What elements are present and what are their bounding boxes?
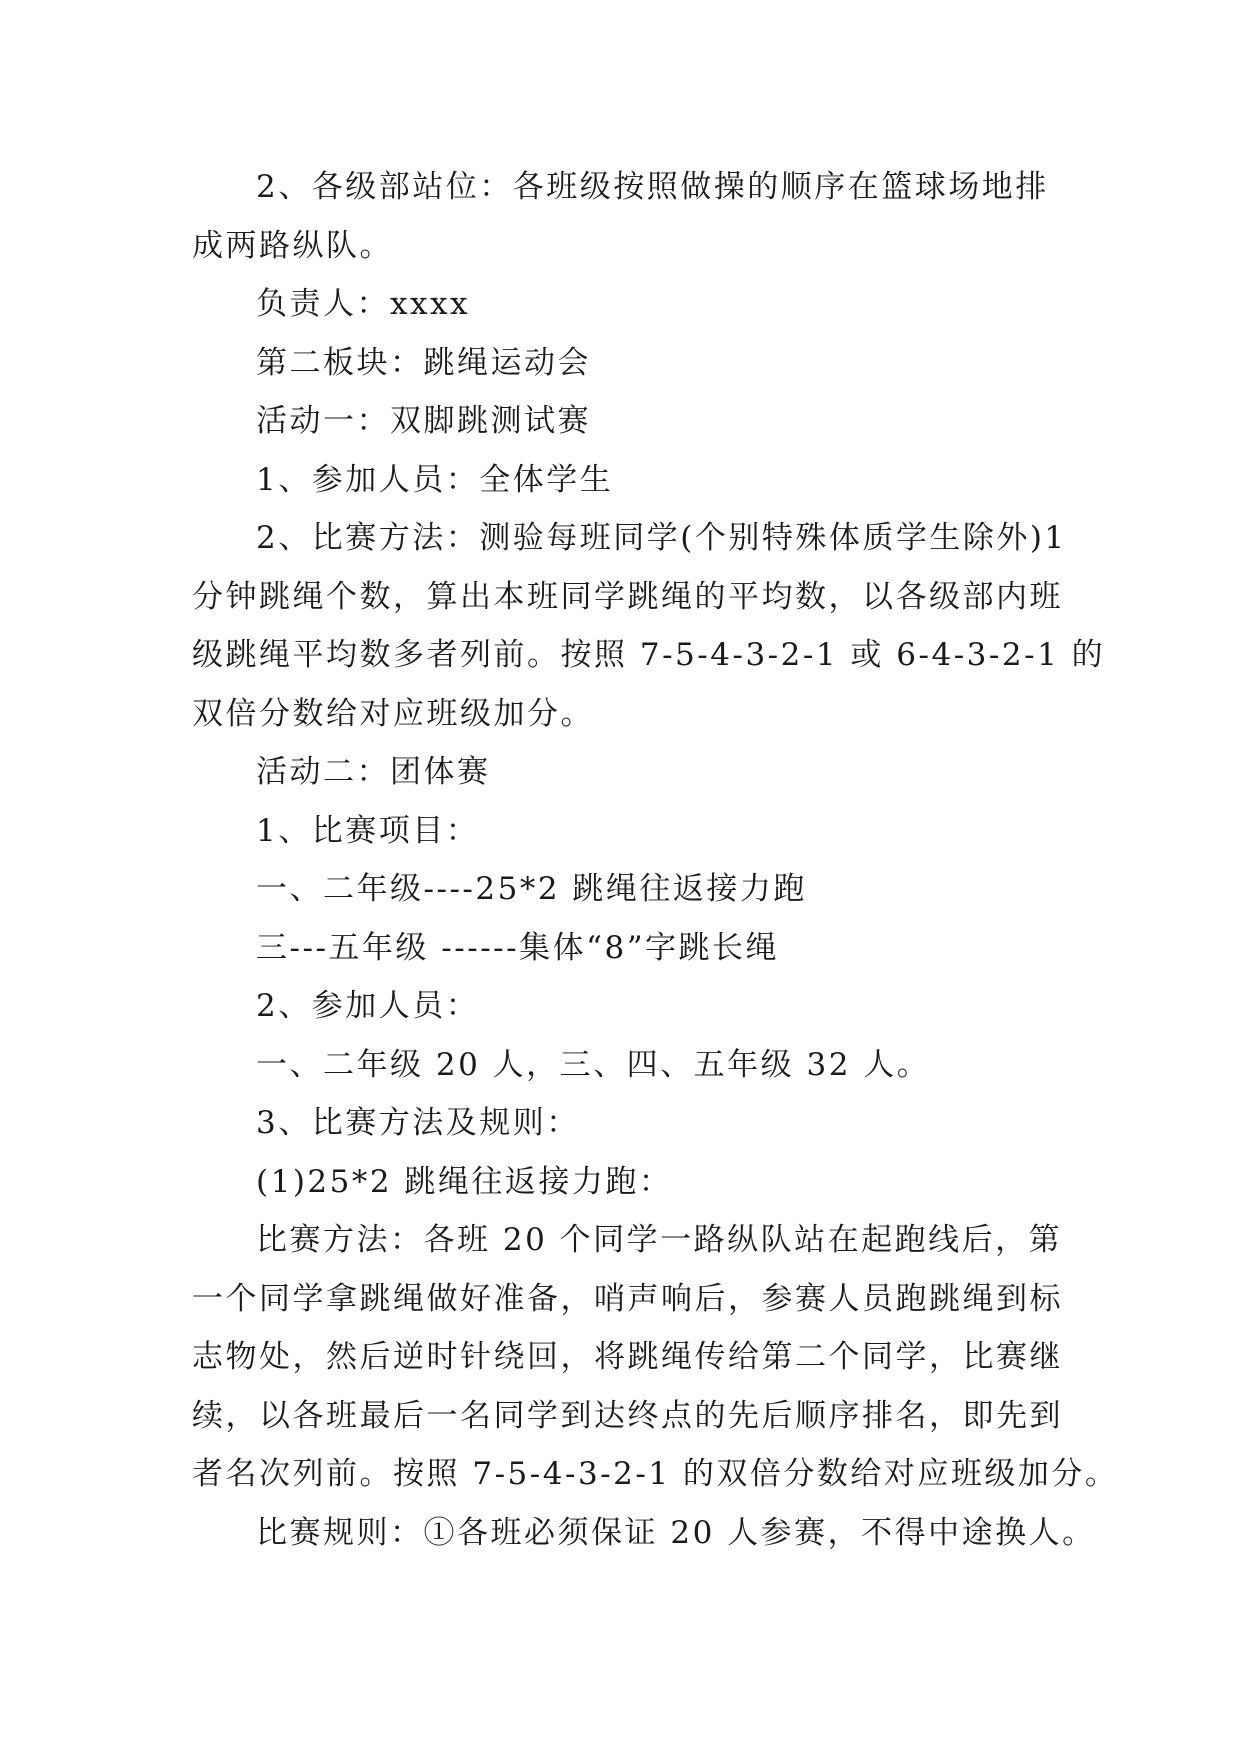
text-line: 1、比赛项目： [256, 812, 480, 849]
text-line: 志物处，然后逆时针绕回，将跳绳传给第二个同学，比赛继 [192, 1339, 1063, 1375]
activity-heading: 活动二：团体赛 [256, 754, 491, 790]
text-line: 级跳绳平均数多者列前。按照 7-5-4-3-2-1 或 6-4-3-2-1 的 [192, 637, 1106, 673]
document-page [192, 158, 1119, 1562]
text-line: 比赛规则：①各班必须保证 20 人参赛，不得中途换人。 [256, 1514, 1096, 1551]
section-heading: 第二板块：跳绳运动会 [256, 344, 591, 381]
text-line: 者名次列前。按照 7-5-4-3-2-1 的双倍分数给对应班级加分。 [192, 1456, 1119, 1492]
text-line: 负责人：xxxx [256, 286, 470, 322]
text-line: 2、参加人员： [256, 988, 480, 1024]
text-line: 成两路纵队。 [192, 227, 393, 264]
text-line: 2、比赛方法：测验每班同学(个别特殊体质学生除外)1 [256, 520, 1067, 556]
text-line: 双倍分数给对应班级加分。 [192, 695, 594, 732]
text-line: 三---五年级 ------集体“8”字跳长绳 [256, 929, 780, 966]
text-line: 3、比赛方法及规则： [256, 1105, 580, 1141]
text-line: 2、各级部站位：各班级按照做操的顺序在篮球场地排 [256, 169, 1049, 205]
activity-heading: 活动一：双脚跳测试赛 [256, 403, 591, 439]
text-line: (1)25*2 跳绳往返接力跑： [256, 1163, 673, 1200]
text-line: 比赛方法：各班 20 个同学一路纵队站在起跑线后，第 [256, 1222, 1063, 1258]
text-line: 一个同学拿跳绳做好准备，哨声响后，参赛人员跑跳绳到标 [192, 1280, 1063, 1317]
text-line: 分钟跳绳个数，算出本班同学跳绳的平均数，以各级部内班 [192, 578, 1063, 615]
text-line: 一、二年级 20 人，三、四、五年级 32 人。 [256, 1046, 931, 1083]
text-line: 一、二年级----25*2 跳绳往返接力跑 [256, 871, 807, 907]
text-line: 1、参加人员：全体学生 [256, 461, 614, 498]
text-line: 续，以各班最后一名同学到达终点的先后顺序排名，即先到 [192, 1397, 1063, 1434]
